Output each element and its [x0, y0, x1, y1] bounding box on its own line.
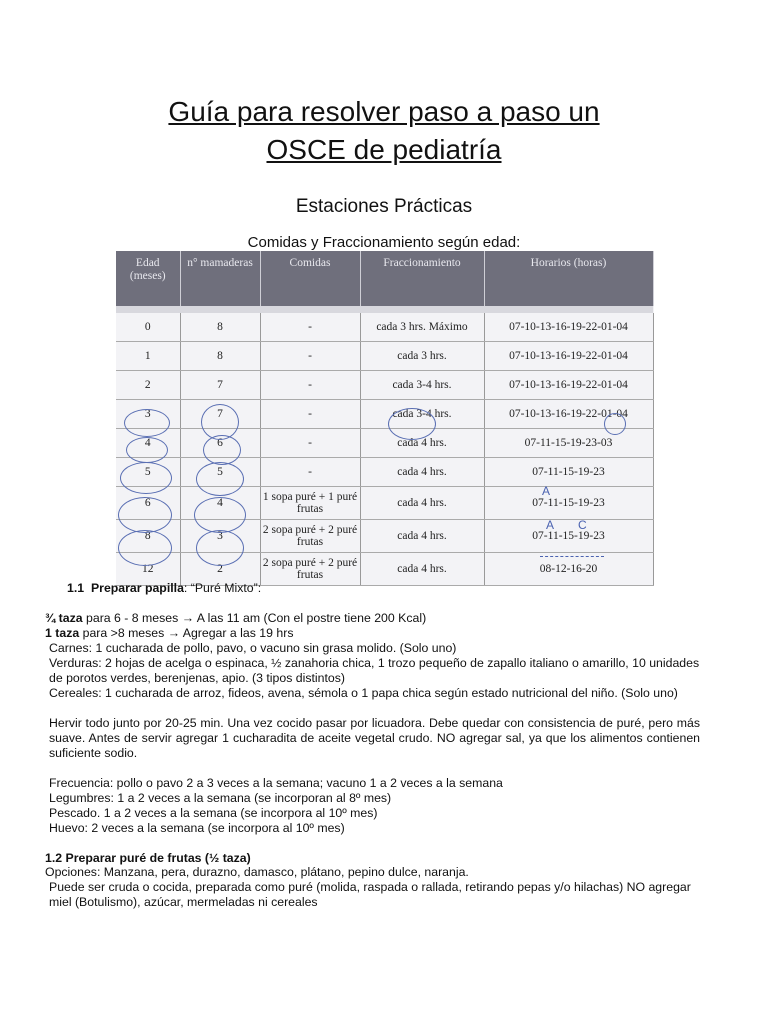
cell-edad: 4 — [116, 429, 180, 458]
table-row — [116, 429, 653, 458]
cell-horarios: 07-10-13-16-19-22-01-04 — [484, 400, 653, 429]
hervir-paragraph: Hervir todo junto por 20-25 min. Una vez cocido pasar por licuadora. Debe quedar con consistencia de puré, pero más suave. Antes de servir agregar 1 cucharadita de aceite vegetal crudo. NO agregar sal, ya que los alimentos contienen suficiente sodio. — [49, 716, 700, 760]
cell-edad: 5 — [116, 458, 180, 487]
opciones-line: Opciones: Manzana, pera, durazno, damasco, plátano, pepino dulce, naranja. — [45, 865, 469, 879]
cell-horarios: 07-10-13-16-19-22-01-04 — [484, 371, 653, 400]
cell-edad: 2 — [116, 371, 180, 400]
pescado-line: Pescado. 1 a 2 veces a la semana (se incorpora al 10º mes) — [49, 806, 378, 820]
cell-mamaderas: 2 — [180, 553, 260, 586]
pen-letter-mark: C — [578, 518, 587, 532]
pen-letter-mark: A — [542, 484, 551, 498]
cell-comidas: 2 sopa puré + 2 puré frutas — [260, 553, 360, 586]
cell-fraccionamiento: cada 3 hrs. Máximo — [360, 313, 484, 342]
cell-fraccionamiento: cada 4 hrs. — [360, 553, 484, 586]
cell-comidas: - — [260, 342, 360, 371]
cell-fraccionamiento: cada 4 hrs. — [360, 458, 484, 487]
table-row — [116, 371, 653, 400]
table-row — [116, 458, 653, 487]
papilla-line-2-text: para >8 meses → Agregar a las 19 hrs — [79, 626, 294, 640]
cell-mamaderas: 6 — [180, 429, 260, 458]
cell-horarios: 07-10-13-16-19-22-01-04 — [484, 342, 653, 371]
section-1-1-number: 1.1 — [67, 581, 85, 595]
cell-horarios: 07-11-15-19-23 — [484, 487, 653, 520]
cell-horarios: 07-11-15-19-23 — [484, 458, 653, 487]
section-1-1-heading — [67, 581, 261, 595]
papilla-line-1 — [45, 611, 725, 626]
cell-horarios: 07-11-15-19-23-03 — [484, 429, 653, 458]
cell-horarios: 07-11-15-19-23 — [484, 520, 653, 553]
cell-edad: 12 — [116, 553, 180, 586]
pen-underline-mark — [540, 556, 604, 557]
cell-mamaderas: 4 — [180, 487, 260, 520]
feeding-schedule-table — [116, 251, 654, 586]
table-caption: Comidas y Fraccionamiento según edad: — [247, 234, 521, 251]
cell-comidas: 2 sopa puré + 2 puré frutas — [260, 520, 360, 553]
cell-mamaderas: 7 — [180, 371, 260, 400]
cell-fraccionamiento: cada 3 hrs. — [360, 342, 484, 371]
table-row — [116, 342, 653, 371]
section-1-2-title: 1.2 Preparar puré de frutas (½ taza) — [45, 851, 251, 865]
cell-fraccionamiento: cada 4 hrs. — [360, 520, 484, 553]
verduras-line: Verduras: 2 hojas de acelga o espinaca, ½ zanahoria chica, 1 trozo pequeño de zapallo italiano o amarillo, 10 unidades de porotos verdes, berenjenas, apio. (3 tipos distintos) — [49, 656, 700, 685]
header-horarios: Horarios (horas) — [484, 251, 653, 306]
papilla-line-2-bold: 1 taza — [45, 626, 80, 640]
cell-horarios: 08-12-16-20 — [484, 553, 653, 586]
cell-comidas: - — [260, 400, 360, 429]
huevo-line: Huevo: 2 veces a la semana (se incorpora al 10º mes) — [49, 821, 345, 835]
table-row — [116, 313, 653, 342]
cell-fraccionamiento: cada 4 hrs. — [360, 429, 484, 458]
cell-comidas: 1 sopa puré + 1 puré frutas — [260, 487, 360, 520]
cell-fraccionamiento: cada 3-4 hrs. — [360, 371, 484, 400]
cell-comidas: - — [260, 458, 360, 487]
cell-mamaderas: 3 — [180, 520, 260, 553]
header-edad: Edad (meses) — [116, 251, 180, 306]
frecuencia-line: Frecuencia: pollo o pavo 2 a 3 veces a la semana; vacuno 1 a 2 veces a la semana — [49, 776, 503, 790]
legumbres-line: Legumbres: 1 a 2 veces a la semana (se incorporan al 8º mes) — [49, 791, 392, 805]
section-1-2-heading — [45, 851, 725, 866]
cell-comidas: - — [260, 371, 360, 400]
document-title-line-2: OSCE de pediatría — [266, 134, 502, 165]
cell-edad: 1 — [116, 342, 180, 371]
carnes-line: Carnes: 1 cucharada de pollo, pavo, o vacuno sin grasa molido. (Solo uno) — [49, 641, 457, 655]
section-1-1-title: Preparar papilla — [90, 581, 184, 595]
puede-paragraph: Puede ser cruda o cocida, preparada como puré (molida, raspada o rallada, retirando pepas y/o hilachas) NO agregar miel (Botulismo), azúcar, mermeladas ni cereales — [49, 880, 691, 909]
cell-edad: 0 — [116, 313, 180, 342]
cell-mamaderas: 7 — [180, 400, 260, 429]
cell-edad: 6 — [116, 487, 180, 520]
pen-letter-mark: A — [546, 518, 555, 532]
cell-fraccionamiento: cada 3-4 hrs. — [360, 400, 484, 429]
papilla-line-1-text: para 6 - 8 meses → A las 11 am (Con el postre tiene 200 Kcal) — [82, 611, 427, 625]
cereales-line: Cereales: 1 cucharada de arroz, fideos, avena, sémola o 1 papa chica según estado nutricional del niño. (Solo uno) — [49, 686, 678, 700]
cell-mamaderas: 8 — [180, 313, 260, 342]
table-row — [116, 487, 653, 520]
cell-mamaderas: 5 — [180, 458, 260, 487]
cell-edad: 3 — [116, 400, 180, 429]
cell-fraccionamiento: cada 4 hrs. — [360, 487, 484, 520]
header-comidas: Comidas — [260, 251, 360, 306]
section-subtitle: Estaciones Prácticas — [295, 196, 473, 217]
cell-horarios: 07-10-13-16-19-22-01-04 — [484, 313, 653, 342]
cell-comidas: - — [260, 313, 360, 342]
papilla-line-2 — [45, 626, 725, 641]
header-fraccionamiento: Fraccionamiento — [360, 251, 484, 306]
header-mamaderas: n° mamaderas — [180, 251, 260, 306]
section-1-1-subtitle: : “Puré Mixto”: — [183, 581, 262, 595]
cell-mamaderas: 8 — [180, 342, 260, 371]
cell-edad: 8 — [116, 520, 180, 553]
cell-comidas: - — [260, 429, 360, 458]
table-row — [116, 520, 653, 553]
papilla-line-1-bold: ¾ taza — [45, 611, 83, 625]
table-row — [116, 400, 653, 429]
document-title-line-1: Guía para resolver paso a paso un — [168, 96, 600, 127]
